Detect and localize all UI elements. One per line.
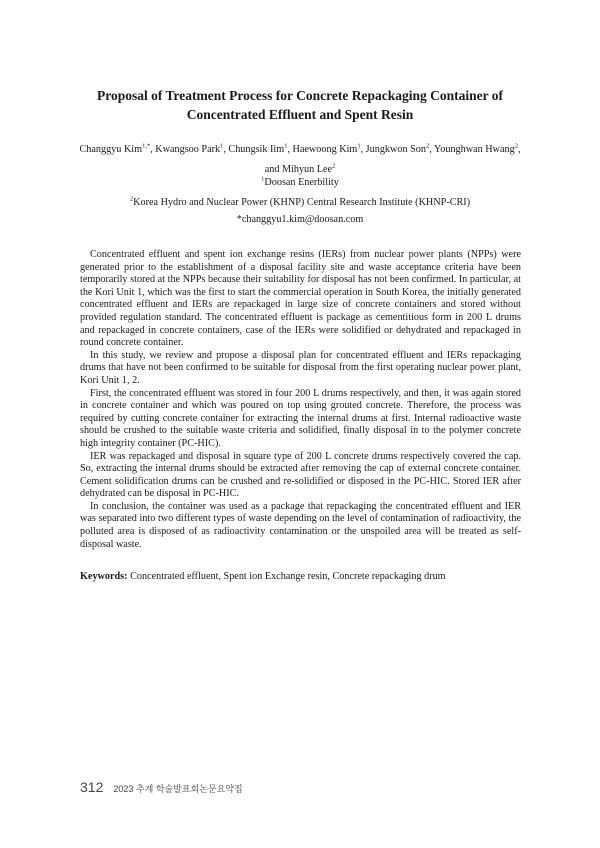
author-affil-sup: 1,* <box>142 142 151 150</box>
author-name: Changgyu Kim <box>79 144 143 155</box>
conference-name: 2023 추계 학술발표회논문요약집 <box>113 784 243 794</box>
author-and: and <box>264 164 280 175</box>
affiliation-1 <box>60 176 540 190</box>
abstract-paragraph: Concentrated effluent and spent ion exchange resins (IERs) from nuclear power plants (NPPs) were generated prior to the establishment of a disposal facility site and waste acceptance criteria have been temporarily stored at the NPPs because their suitability for disposal has not been confirmed. In particular, at the Kori Unit 1, which was the first to start the commercial operation in South Korea, the initially generated concentrated effluent and IERs are repackaged in large size of concrete containers and stored without provided regulation standard. The concentrated effluent is package as cementitious form in 200 L drums and repackaged in concrete containers, case of the IERs were solidified or dehydrated and repackaged in round concrete container. <box>80 249 521 349</box>
author-affil-sup: 1 <box>357 142 361 150</box>
affiliation-2 <box>60 196 540 210</box>
author-affil-sup: 1 <box>220 142 224 150</box>
author-name: Jungkwon Son <box>365 144 426 155</box>
abstract-paragraph: In conclusion, the container was used as a package that repackaging the concentrated effluent and IER was separated into two different types of waste depending on the level of contamination of radioactivity, the polluted area is disposed of as radioactivity contamination or the unspoiled area will be treated as self-disposal waste. <box>80 500 521 550</box>
author-affil-sup: 2 <box>425 142 430 150</box>
abstract-body <box>80 249 521 551</box>
author-name: Younghwan Hwang <box>433 144 515 155</box>
author-affil-sup: 2 <box>514 142 518 150</box>
affiliation-sup: 2 <box>129 195 134 203</box>
author-list <box>60 140 540 180</box>
author-name: Haewoong Kim <box>292 144 358 155</box>
keywords-label: Keywords: <box>80 571 128 582</box>
author-affil-sup: 2 <box>332 162 336 170</box>
paper-title <box>60 86 540 124</box>
author-name: Chungsik Iim <box>228 144 285 155</box>
author-name: Mihyun Lee <box>281 164 333 175</box>
page-footer <box>80 779 243 795</box>
abstract-paragraph: In this study, we review and propose a disposal plan for concentrated effluent and IERs repackaging drums that have not been confirmed to be suitable for disposal from the first operating nuclear power plant, Kori Unit 1, 2. <box>80 349 521 386</box>
keywords <box>80 570 521 583</box>
author-line-1: Changgyu Kim$^{1,*}$, Kwangsoo Park$^1$, Chungsik Iim$^1$, Haewoong Kim$^1$, Jungkwon Son$^2$, Younghwan Hwang$^2$, <box>79 142 521 155</box>
author-name: Kwangsoo Park <box>155 144 221 155</box>
keywords-text: Concentrated effluent, Spent ion Exchange resin, Concrete repackaging drum <box>130 571 446 582</box>
abstract-paragraph: IER was repackaged and disposal in square type of 200 L concrete drums respectively covered the cap. So, extracting the internal drums should be extracted after removing the cap of external concrete container. Cement solidification drums can be crushed and re-solidified or disposed in the PC-HIC. Stored IER after dehydrated can be disposal in PC-HIC. <box>80 450 521 500</box>
title-line-2: Concentrated Effluent and Spent Resin <box>186 107 414 122</box>
affiliation-sup: 1 <box>261 175 265 183</box>
abstract-paragraph: First, the concentrated effluent was stored in four 200 L drums respectively, and then, it was again stored in concrete container and which was poured on top using grouted concrete. Therefore, the process was required by cutting concrete container for extracting the internal drums at first. Internal radioactive waste should be crushed to the suitable waste criteria and solidified, finally disposal in to the polymer concrete high integrity container (PC-HIC). <box>80 387 521 449</box>
affiliation-text: Korea Hydro and Nuclear Power (KHNP) Central Research Institute (KHNP-CRI) <box>133 197 471 208</box>
affiliation-text: Doosan Enerbility <box>264 177 339 188</box>
title-line-1: Proposal of Treatment Process for Concrete Repackaging Container of <box>97 88 503 103</box>
author-affil-sup: 1 <box>284 142 288 150</box>
corresponding-email: *changgyu1.kim@doosan.com <box>236 214 364 225</box>
page-number: 312 <box>80 779 104 795</box>
